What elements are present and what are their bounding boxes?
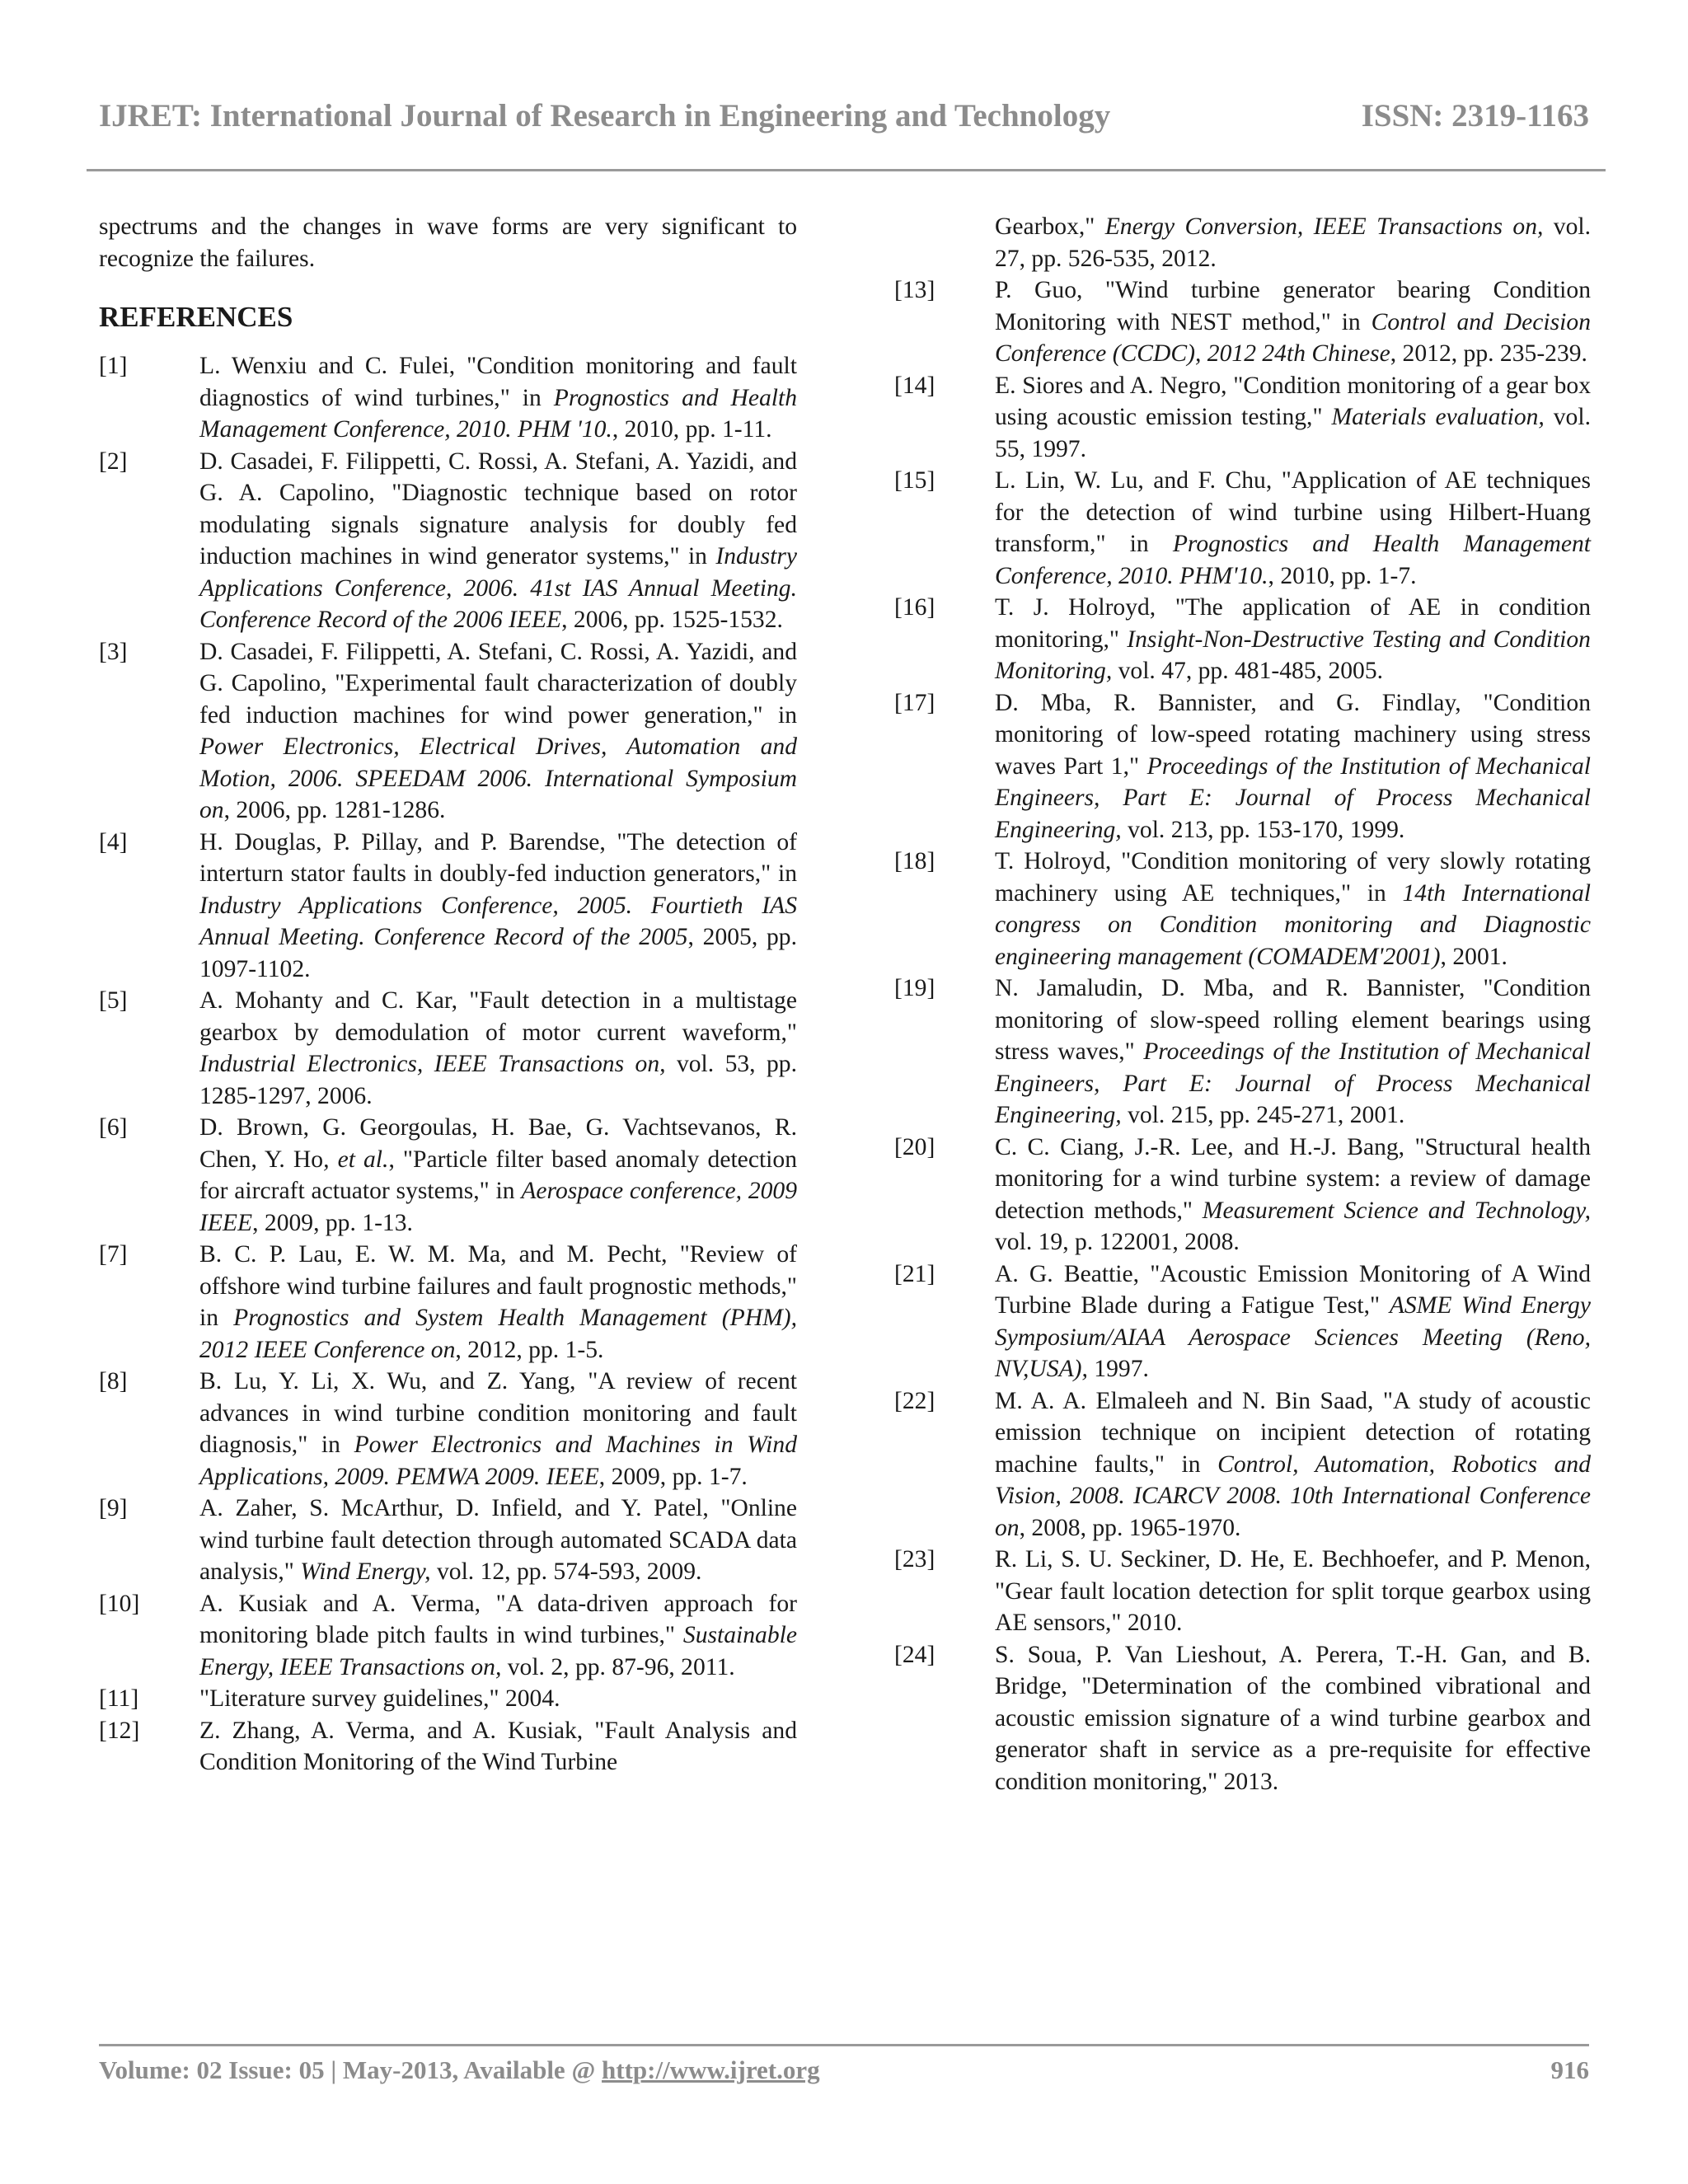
reference-text — [199, 1239, 797, 1366]
reference-item — [894, 1639, 1591, 1798]
reference-authors-title: Z. Zhang, A. Verma, and A. Kusiak, "Fault Analysis and Condition Monitoring of the Wind Turbine — [199, 1717, 797, 1775]
reference-text — [995, 687, 1591, 846]
reference-details: , "Particle filter based anomaly detection for aircraft actuator systems," in — [199, 1146, 797, 1204]
reference-venue: Materials evaluation, — [1331, 404, 1545, 430]
reference-number: [15] — [894, 467, 935, 494]
reference-number: [11] — [99, 1685, 139, 1712]
reference-authors-title: L. Wenxiu and C. Fulei, "Condition monitoring and fault diagnostics of wind turbines," in — [199, 353, 797, 411]
reference-number: [24] — [894, 1641, 935, 1668]
reference-venue: , et al. — [323, 1146, 389, 1173]
reference-number: [7] — [99, 1241, 128, 1268]
reference-details: vol. 2, pp. 87-96, 2011. — [501, 1653, 735, 1680]
reference-text — [995, 274, 1591, 370]
reference-item — [894, 274, 1591, 370]
reference-text — [995, 972, 1591, 1132]
reference-venue: Proceedings of the Institution of Mechanical Engineers, Part E: Journal of Process Mechanical Engineering, — [995, 1038, 1592, 1128]
reference-venue: Industrial Electronics, IEEE Transactions on, — [199, 1051, 666, 1077]
reference-text — [199, 446, 797, 636]
intro-text: spectrums and the changes in wave forms are very significant to recognize the failures. — [99, 213, 797, 272]
reference-venue: Control, Automation, Robotics and Vision, 2008. ICARCV 2008. 10th International Conference on — [995, 1451, 1591, 1541]
reference-item — [894, 1132, 1591, 1258]
reference-authors-title: N. Jamaludin, D. Mba, and R. Bannister, "Condition monitoring of slow-speed rolling element bearings using stress waves," — [995, 975, 1591, 1065]
reference-authors-title: "Literature survey guidelines," 2004. — [199, 1685, 560, 1712]
reference-venue: ASME Wind Energy Symposium/AIAA Aerospace Sciences Meeting (Reno, NV,USA), — [995, 1292, 1591, 1382]
reference-text — [995, 1639, 1591, 1798]
reference-number: [1] — [99, 353, 128, 379]
reference-authors-title: D. Casadei, F. Filippetti, C. Rossi, A. Stefani, A. Yazidi, and G. A. Capolino, "Diagnostic technique based on rotor modulating signals signature analysis for doubly fed induction machines in wind generator systems," in — [199, 448, 797, 569]
reference-text — [995, 1385, 1591, 1544]
reference-authors-title: M. A. A. Elmaleeh and N. Bin Saad, "A study of acoustic emission technique on incipient detection of rotating machine faults," in — [995, 1387, 1591, 1478]
reference-venue: Power Electronics, Electrical Drives, Automation and Motion, 2006. SPEEDAM 2006. International Symposium on — [199, 733, 797, 823]
reference-item — [99, 636, 797, 827]
footer-volume — [99, 2055, 820, 2085]
reference-text — [995, 1544, 1591, 1639]
reference-venue: Wind Energy, — [300, 1558, 431, 1585]
reference-text — [199, 1366, 797, 1493]
reference-details: , 2001. — [1440, 943, 1507, 970]
reference-number: [14] — [894, 372, 935, 399]
reference-authors-title: E. Siores and A. Negro, "Condition monitoring of a gear box using acoustic emission testing," — [995, 372, 1591, 430]
reference-number: [22] — [894, 1387, 935, 1414]
journal-title: IJRET: International Journal of Research in Engineering and Technology — [99, 98, 1111, 134]
reference-authors-title: B. Lu, Y. Li, X. Wu, and Z. Yang, "A review of recent advances in wind turbine condition monitoring and fault diagnosis," in — [199, 1368, 797, 1458]
right-column — [894, 211, 1591, 1797]
reference-item — [99, 1588, 797, 1684]
reference-item — [99, 350, 797, 446]
reference-number: [20] — [894, 1133, 935, 1160]
reference-authors-title: D. Brown, G. Georgoulas, H. Bae, G. Vachtsevanos, R. Chen, Y. Ho — [199, 1114, 797, 1173]
reference-details: , 2010, pp. 1-7. — [1268, 562, 1417, 589]
reference-details: vol. 19, p. 122001, 2008. — [995, 1229, 1240, 1255]
reference-authors-title: P. Guo, "Wind turbine generator bearing Condition Monitoring with NEST method," in — [995, 277, 1591, 335]
reference-venue: 14th International congress on Condition monitoring and Diagnostic engineering management (COMADEM'2001) — [995, 879, 1591, 970]
reference-venue: Prognostics and Health Management Conference, 2010. PHM '10. — [199, 384, 797, 443]
reference-item — [99, 985, 797, 1112]
reference-text — [199, 827, 797, 986]
reference-details: , 2010, pp. 1-11. — [612, 416, 772, 443]
reference-details: vol. 215, pp. 245-271, 2001. — [1121, 1102, 1405, 1128]
reference-authors-title: A. Mohanty and C. Kar, "Fault detection in a multistage gearbox by demodulation of motor current waveform," — [199, 987, 797, 1046]
references-heading: REFERENCES — [99, 301, 293, 333]
reference-item — [99, 1683, 797, 1715]
reference-details: vol. 47, pp. 481-485, 2005. — [1112, 658, 1384, 684]
reference-details: , 2009, pp. 1-13. — [252, 1209, 413, 1236]
header-divider — [87, 169, 1606, 171]
reference-number: [12] — [99, 1717, 140, 1744]
reference-venue: Industry Applications Conference, 2006. 41st IAS Annual Meeting. Conference Record of the 2006 IEEE — [199, 543, 797, 633]
reference-details: vol. 12, pp. 574-593, 2009. — [430, 1558, 702, 1585]
reference-authors-title: S. Soua, P. Van Lieshout, A. Perera, T.-H. Gan, and B. Bridge, "Determination of the combined vibrational and acoustic emission signature of a wind turbine gearbox and generator shaft in service as a pre-requisite for effective condition monitoring," 2013. — [995, 1641, 1591, 1795]
reference-item — [99, 1366, 797, 1493]
reference-text — [995, 846, 1591, 972]
reference-item — [894, 370, 1591, 466]
reference-item — [894, 1258, 1591, 1385]
reference-venue: Industry Applications Conference, 2005. Fourtieth IAS Annual Meeting. Conference Record of the 2005 — [199, 892, 797, 950]
reference-details: vol. 55, 1997. — [995, 404, 1591, 462]
reference-authors-title: D. Mba, R. Bannister, and G. Findlay, "Condition monitoring of low-speed rotating machinery using stress waves Part 1," — [995, 689, 1591, 780]
reference-number: [5] — [99, 987, 128, 1014]
reference-venue: Prognostics and Health Management Conference, 2010. PHM'10. — [995, 531, 1591, 589]
reference-number: [16] — [894, 594, 935, 621]
reference-venue: Energy Conversion, IEEE Transactions on, — [1104, 213, 1544, 240]
reference-details: , 2012, pp. 235-239. — [1390, 340, 1587, 367]
reference-venue: Measurement Science and Technology, — [1202, 1197, 1591, 1224]
reference-item — [99, 1493, 797, 1588]
reference-authors-title: H. Douglas, P. Pillay, and P. Barendse, "The detection of interturn stator faults in doubly-fed induction generators," in — [199, 828, 797, 887]
reference-text — [995, 592, 1591, 687]
reference-text — [199, 1715, 797, 1779]
reference-authors-title: A. G. Beattie, "Acoustic Emission Monitoring of A Wind Turbine Blade during a Fatigue Test," — [995, 1260, 1591, 1319]
reference-list-left — [99, 350, 797, 1779]
reference-text — [199, 1112, 797, 1239]
reference-text — [199, 1588, 797, 1684]
reference-item — [99, 1112, 797, 1239]
reference-details: , 2009, pp. 1-7. — [598, 1463, 748, 1490]
reference-text — [995, 1258, 1591, 1385]
reference-authors-title: Gearbox," — [995, 213, 1105, 240]
reference-number: [4] — [99, 828, 128, 855]
reference-item — [894, 1385, 1591, 1544]
reference-text — [199, 350, 797, 446]
reference-details: vol. 27, pp. 526-535, 2012. — [995, 213, 1591, 272]
reference-item — [894, 211, 1591, 274]
reference-number: [23] — [894, 1546, 935, 1572]
reference-item — [894, 592, 1591, 687]
reference-number: [10] — [99, 1590, 140, 1617]
reference-venue: Control and Decision Conference (CCDC), 2012 24th Chinese — [995, 308, 1591, 367]
running-footer — [99, 2055, 1589, 2097]
reference-details: , 2008, pp. 1965-1970. — [1019, 1514, 1241, 1541]
reference-authors-title: R. Li, S. U. Seckiner, D. He, E. Bechhoefer, and P. Menon, "Gear fault location detection for split torque gearbox using AE sensors," 2010. — [995, 1546, 1591, 1636]
reference-number: [18] — [894, 848, 935, 874]
reference-authors-title: A. Kusiak and A. Verma, "A data-driven approach for monitoring blade pitch faults in wind turbines," — [199, 1590, 797, 1648]
reference-number: [19] — [894, 975, 935, 1001]
reference-venue: Insight-Non-Destructive Testing and Condition Monitoring, — [995, 626, 1591, 684]
reference-item — [894, 846, 1591, 972]
reference-text — [995, 465, 1591, 592]
reference-item — [894, 687, 1591, 846]
reference-authors-title: B. C. P. Lau, E. W. M. Ma, and M. Pecht, "Review of offshore wind turbine failures and fault prognostic methods," in — [199, 1241, 797, 1331]
reference-item — [894, 1544, 1591, 1639]
reference-details: , 2012, pp. 1-5. — [455, 1336, 604, 1363]
reference-authors-title: T. Holroyd, "Condition monitoring of very slowly rotating machinery using AE techniques," in — [995, 848, 1591, 907]
reference-text — [199, 636, 797, 827]
reference-number: [9] — [99, 1495, 128, 1521]
reference-number: [2] — [99, 448, 128, 475]
reference-number: [3] — [99, 638, 128, 665]
journal-link[interactable]: http://www.ijret.org — [602, 2055, 820, 2084]
reference-details: 1997. — [1087, 1356, 1149, 1382]
left-column — [99, 211, 797, 1779]
reference-text — [199, 1493, 797, 1588]
running-header — [99, 97, 1589, 147]
page-number: 916 — [1550, 2055, 1589, 2084]
reference-item — [894, 972, 1591, 1132]
reference-details: vol. 53, pp. 1285-1297, 2006. — [199, 1051, 797, 1109]
reference-number: [17] — [894, 689, 935, 716]
reference-item — [99, 446, 797, 636]
footer-volume-text: Volume: 02 Issue: 05 | May-2013, Available @ — [99, 2055, 603, 2084]
reference-authors-title: A. Zaher, S. McArthur, D. Infield, and Y. Patel, "Online wind turbine fault detection through automated SCADA data analysis," — [199, 1495, 797, 1585]
reference-number: [6] — [99, 1114, 128, 1141]
reference-authors-title: C. C. Ciang, J.-R. Lee, and H.-J. Bang, "Structural health monitoring for a wind turbine system: a review of damage detection methods," — [995, 1133, 1591, 1224]
reference-text — [199, 1683, 797, 1715]
reference-details: , 2006, pp. 1281-1286. — [223, 797, 446, 823]
reference-venue: Aerospace conference, 2009 IEEE — [199, 1178, 798, 1236]
reference-details: , 2005, pp. 1097-1102. — [199, 924, 797, 982]
reference-text — [995, 370, 1591, 466]
reference-venue: Power Electronics and Machines in Wind Applications, 2009. PEMWA 2009. IEEE — [199, 1432, 797, 1490]
reference-item — [894, 465, 1591, 592]
reference-authors-title: T. J. Holroyd, "The application of AE in condition monitoring," — [995, 594, 1591, 653]
reference-number: [21] — [894, 1260, 935, 1287]
reference-text — [995, 1132, 1591, 1258]
reference-item — [99, 827, 797, 986]
reference-details: , 2006, pp. 1525-1532. — [561, 607, 783, 633]
intro-paragraph — [99, 211, 797, 274]
reference-number: [13] — [894, 277, 935, 303]
reference-text — [995, 211, 1591, 274]
reference-authors-title: D. Casadei, F. Filippetti, A. Stefani, C. Rossi, A. Yazidi, and G. Capolino, "Experimental fault characterization of doubly fed induction machines for wind power generation," in — [199, 638, 797, 729]
reference-authors-title: L. Lin, W. Lu, and F. Chu, "Application of AE techniques for the detection of wind turbine using Hilbert-Huang transform," in — [995, 467, 1591, 557]
reference-venue: Prognostics and System Health Management (PHM), 2012 IEEE Conference on — [199, 1305, 797, 1363]
reference-list-right — [894, 211, 1591, 1797]
footer-divider — [99, 2044, 1589, 2046]
reference-text — [199, 985, 797, 1112]
issn-label: ISSN: 2319-1163 — [1361, 98, 1589, 134]
reference-details: vol. 213, pp. 153-170, 1999. — [1121, 816, 1405, 843]
reference-item — [99, 1239, 797, 1366]
reference-venue: Proceedings of the Institution of Mechanical Engineers, Part E: Journal of Process Mechanical Engineering, — [995, 752, 1591, 843]
reference-number: [8] — [99, 1368, 128, 1394]
reference-venue: Sustainable Energy, IEEE Transactions on, — [199, 1622, 797, 1680]
reference-item — [99, 1715, 797, 1779]
